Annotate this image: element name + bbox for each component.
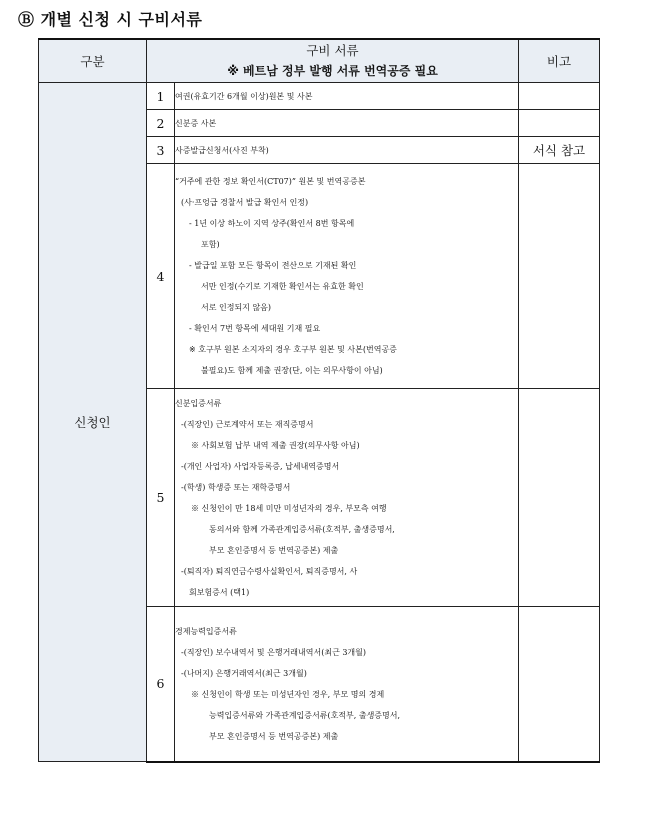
header-note: 비고: [519, 39, 600, 83]
header-docs-label: 구비 서류: [306, 43, 359, 58]
table-header-row: [39, 39, 600, 83]
content-line: 회보험증서 (택1): [189, 587, 250, 597]
row-content: [175, 83, 519, 110]
row-number: 2: [147, 110, 175, 137]
row-note: [519, 607, 600, 762]
content-line: -(개인 사업자) 사업자등록증, 납세내역증명서: [181, 461, 340, 471]
row-note: [519, 83, 600, 110]
content-line: 불필요)도 함께 제출 권장(단, 이는 의무사항이 아님): [201, 366, 383, 375]
content-line: 서만 인정(수기로 기재한 확인서는 유효한 확인: [201, 282, 364, 291]
row-content: [175, 607, 519, 762]
content-line: (사·프엉급 경찰서 발급 확인서 인정): [181, 198, 309, 207]
content-line: 부모 혼인증명서 등 번역공증본) 제출: [209, 731, 339, 741]
row-note: 서식 참고: [519, 137, 600, 164]
content-line: 능력입증서류와 가족관계입증서류(호적부, 출생증명서,: [209, 710, 401, 720]
row-content: [175, 164, 519, 389]
content-line: 부모 혼인증명서 등 번역공증본) 제출: [209, 545, 339, 555]
content-line: 서로 인정되지 않음): [201, 303, 272, 312]
content-line: - 발급일 포함 모든 항목이 전산으로 기재된 확인: [189, 261, 357, 270]
content-line: 사증발급신청서(사진 부착): [175, 145, 269, 155]
content-line: -(직장인) 보수내역서 및 은행거래내역서(최근 3개월): [181, 647, 367, 657]
content-line: - 1년 이상 하노이 지역 상주(확인서 8번 항목에: [189, 219, 355, 228]
header-docs: [147, 39, 519, 83]
content-line: - 확인서 7번 항목에 세대원 기재 필요: [189, 324, 321, 333]
row-number: 3: [147, 137, 175, 164]
row-note: [519, 389, 600, 607]
content-line: ※ 호구부 원본 소지자의 경우 호구부 원본 및 사본(번역공증: [189, 345, 397, 354]
content-line: 경제능력입증서류: [175, 626, 237, 636]
row-group-label: 신청인: [39, 83, 147, 762]
row-note: [519, 110, 600, 137]
row-content: [175, 110, 519, 137]
content-line: 신분증 사본: [175, 118, 217, 128]
content-line: 동의서와 함께 가족관계입증서류(호적부, 출생증명서,: [209, 524, 395, 534]
content-line: 신분입증서류: [175, 398, 222, 408]
content-line: -(퇴직자) 퇴직연금수령사실확인서, 퇴직증명서, 사: [181, 566, 358, 576]
content-line: -(학생) 학생증 또는 재학증명서: [181, 482, 291, 492]
section-title: Ⓑ 개별 신청 시 구비서류: [18, 10, 203, 29]
row-content: [175, 137, 519, 164]
row-number: 5: [147, 389, 175, 607]
content-line: ※ 신청인이 만 18세 미만 미성년자의 경우, 부모측 여행: [191, 503, 387, 513]
required-documents-table: [38, 38, 600, 763]
content-line: 여권(유효기간 6개월 이상)원본 및 사본: [175, 91, 313, 101]
header-gubun: 구분: [39, 39, 147, 83]
content-line: -(직장인) 근로계약서 또는 재직증명서: [181, 419, 314, 429]
content-line: -(나머지) 은행거래역서(최근 3개월): [181, 668, 307, 678]
content-line: ※ 사회보험 납부 내역 제출 권장(의무사항 아님): [191, 440, 360, 450]
table-row: [39, 83, 600, 110]
content-line: “거주에 관한 정보 확인서(CT07)” 원본 및 번역공증본: [175, 177, 366, 186]
content-line: ※ 신청인이 학생 또는 미성년자인 경우, 부모 명의 경제: [191, 689, 385, 699]
content-line: 포함): [201, 240, 220, 249]
row-number: 6: [147, 607, 175, 762]
row-number: 1: [147, 83, 175, 110]
row-number: 4: [147, 164, 175, 389]
row-note: [519, 164, 600, 389]
row-content: [175, 389, 519, 607]
header-docs-note: ※ 베트남 정부 발행 서류 번역공증 필요: [227, 64, 438, 78]
